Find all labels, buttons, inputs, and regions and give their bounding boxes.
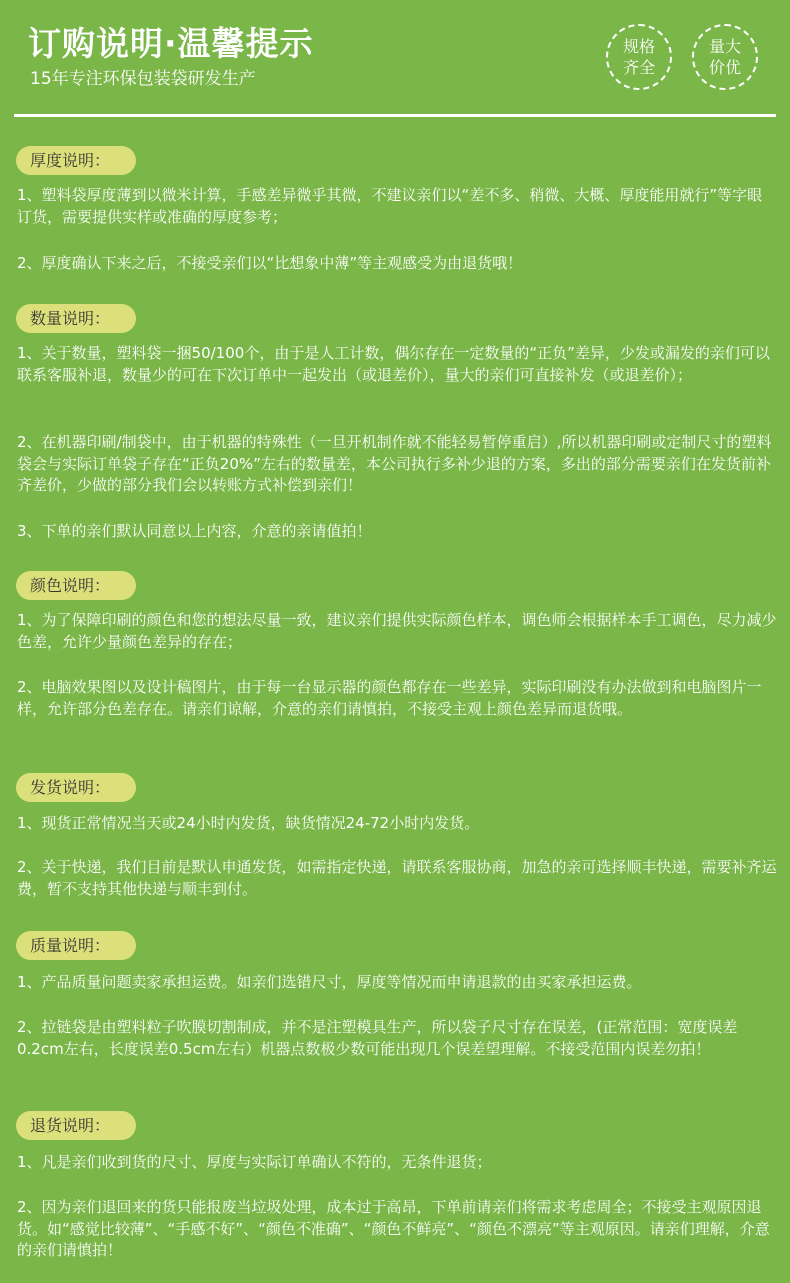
section-paragraph: 2、因为亲们退回来的货只能报废当垃圾处理，成本过于高昂，下单前请亲们将需求考虑周全；不接受主观原因退货。如“感觉比较薄”、“手感不好”、“颜色不准确”、“颜色不鲜亮”、“颜色不漂亮”等主观原因。请亲们理解，介意的亲们请慎拍！ xyxy=(17,1198,770,1259)
section-label: 厚度说明： xyxy=(16,146,136,175)
section-paragraph: 2、厚度确认下来之后，不接受亲们以“比想象中薄”等主观感受为由退货哦！ xyxy=(17,254,523,272)
badge-text-line2: 价优 xyxy=(708,58,741,77)
section-label: 数量说明： xyxy=(16,304,136,333)
section-label: 质量说明： xyxy=(16,931,136,960)
badge-full-specs xyxy=(606,24,672,90)
header-divider xyxy=(14,114,776,117)
section-paragraph: 2、拉链袋是由塑料粒子吹膜切割制成，并不是注塑模具生产，所以袋子尺寸存在误差，(正常范围：宽度误差0.2cm左右，长度误差0.5cm左右）机器点数极少数可能出现几个误差望理解。不接受范围内误差勿拍！ xyxy=(17,1018,738,1058)
section-paragraph: 1、产品质量问题卖家承担运费。如亲们选错尺寸，厚度等情况而申请退款的由买家承担运费。 xyxy=(17,973,642,991)
section-paragraph: 1、塑料袋厚度薄到以微米计算，手感差异微乎其微，不建议亲们以“差不多、稍微、大概、厚度能用就行”等字眼订货，需要提供实样或准确的厚度参考； xyxy=(17,186,763,226)
section-paragraph: 3、下单的亲们默认同意以上内容，介意的亲请值拍！ xyxy=(17,522,372,540)
section-paragraph: 2、在机器印刷/制袋中，由于机器的特殊性（一旦开机制作就不能轻易暂停重启）,所以机器印刷或定制尺寸的塑料袋会与实际订单袋子存在“正负20%”左右的数量差，本公司执行多补少退的方案，多出的部分需要亲们在发货前补齐差价，少做的部分我们会以转账方式补偿到亲们！ xyxy=(17,433,772,494)
section-label: 发货说明： xyxy=(16,773,136,802)
badge-text-line1: 规格 xyxy=(622,37,655,56)
section-paragraph: 1、现货正常情况当天或24小时内发货，缺货情况24-72小时内发货。 xyxy=(17,814,480,832)
page-title: 订购说明·温馨提示 xyxy=(28,24,314,63)
page-header xyxy=(0,0,790,118)
badge-text-line2: 齐全 xyxy=(622,58,655,77)
badge-text-line1: 量大 xyxy=(708,37,741,56)
section-label: 颜色说明： xyxy=(16,571,136,600)
section-paragraph: 1、关于数量，塑料袋一捆50/100个，由于是人工计数，偶尔存在一定数量的“正负”差异，少发或漏发的亲们可以联系客服补退，数量少的可在下次订单中一起发出（或退差价），量大的亲们可直接补发（或退差价）； xyxy=(17,344,770,384)
section-paragraph: 1、为了保障印刷的颜色和您的想法尽量一致，建议亲们提供实际颜色样本，调色师会根据样本手工调色，尽力减少色差，允许少量颜色差异的存在； xyxy=(17,611,777,651)
section-paragraph: 2、关于快递，我们目前是默认申通发货，如需指定快递，请联系客服协商，加急的亲可选择顺丰快递，需要补齐运费，暂不支持其他快递与顺丰到付。 xyxy=(17,858,777,898)
badge-bulk-price xyxy=(692,24,758,90)
section-paragraph: 2、电脑效果图以及设计稿图片，由于每一台显示器的颜色都存在一些差异，实际印刷没有办法做到和电脑图片一样，允许部分色差存在。请亲们谅解，介意的亲们请慎拍，不接受主观上颜色差异而退货哦。 xyxy=(17,678,762,718)
section-label: 退货说明： xyxy=(16,1111,136,1140)
page-subtitle: 15年专注环保包装袋研发生产 xyxy=(30,69,256,89)
section-paragraph: 1、凡是亲们收到货的尺寸、厚度与实际订单确认不符的，无条件退货； xyxy=(17,1153,492,1171)
